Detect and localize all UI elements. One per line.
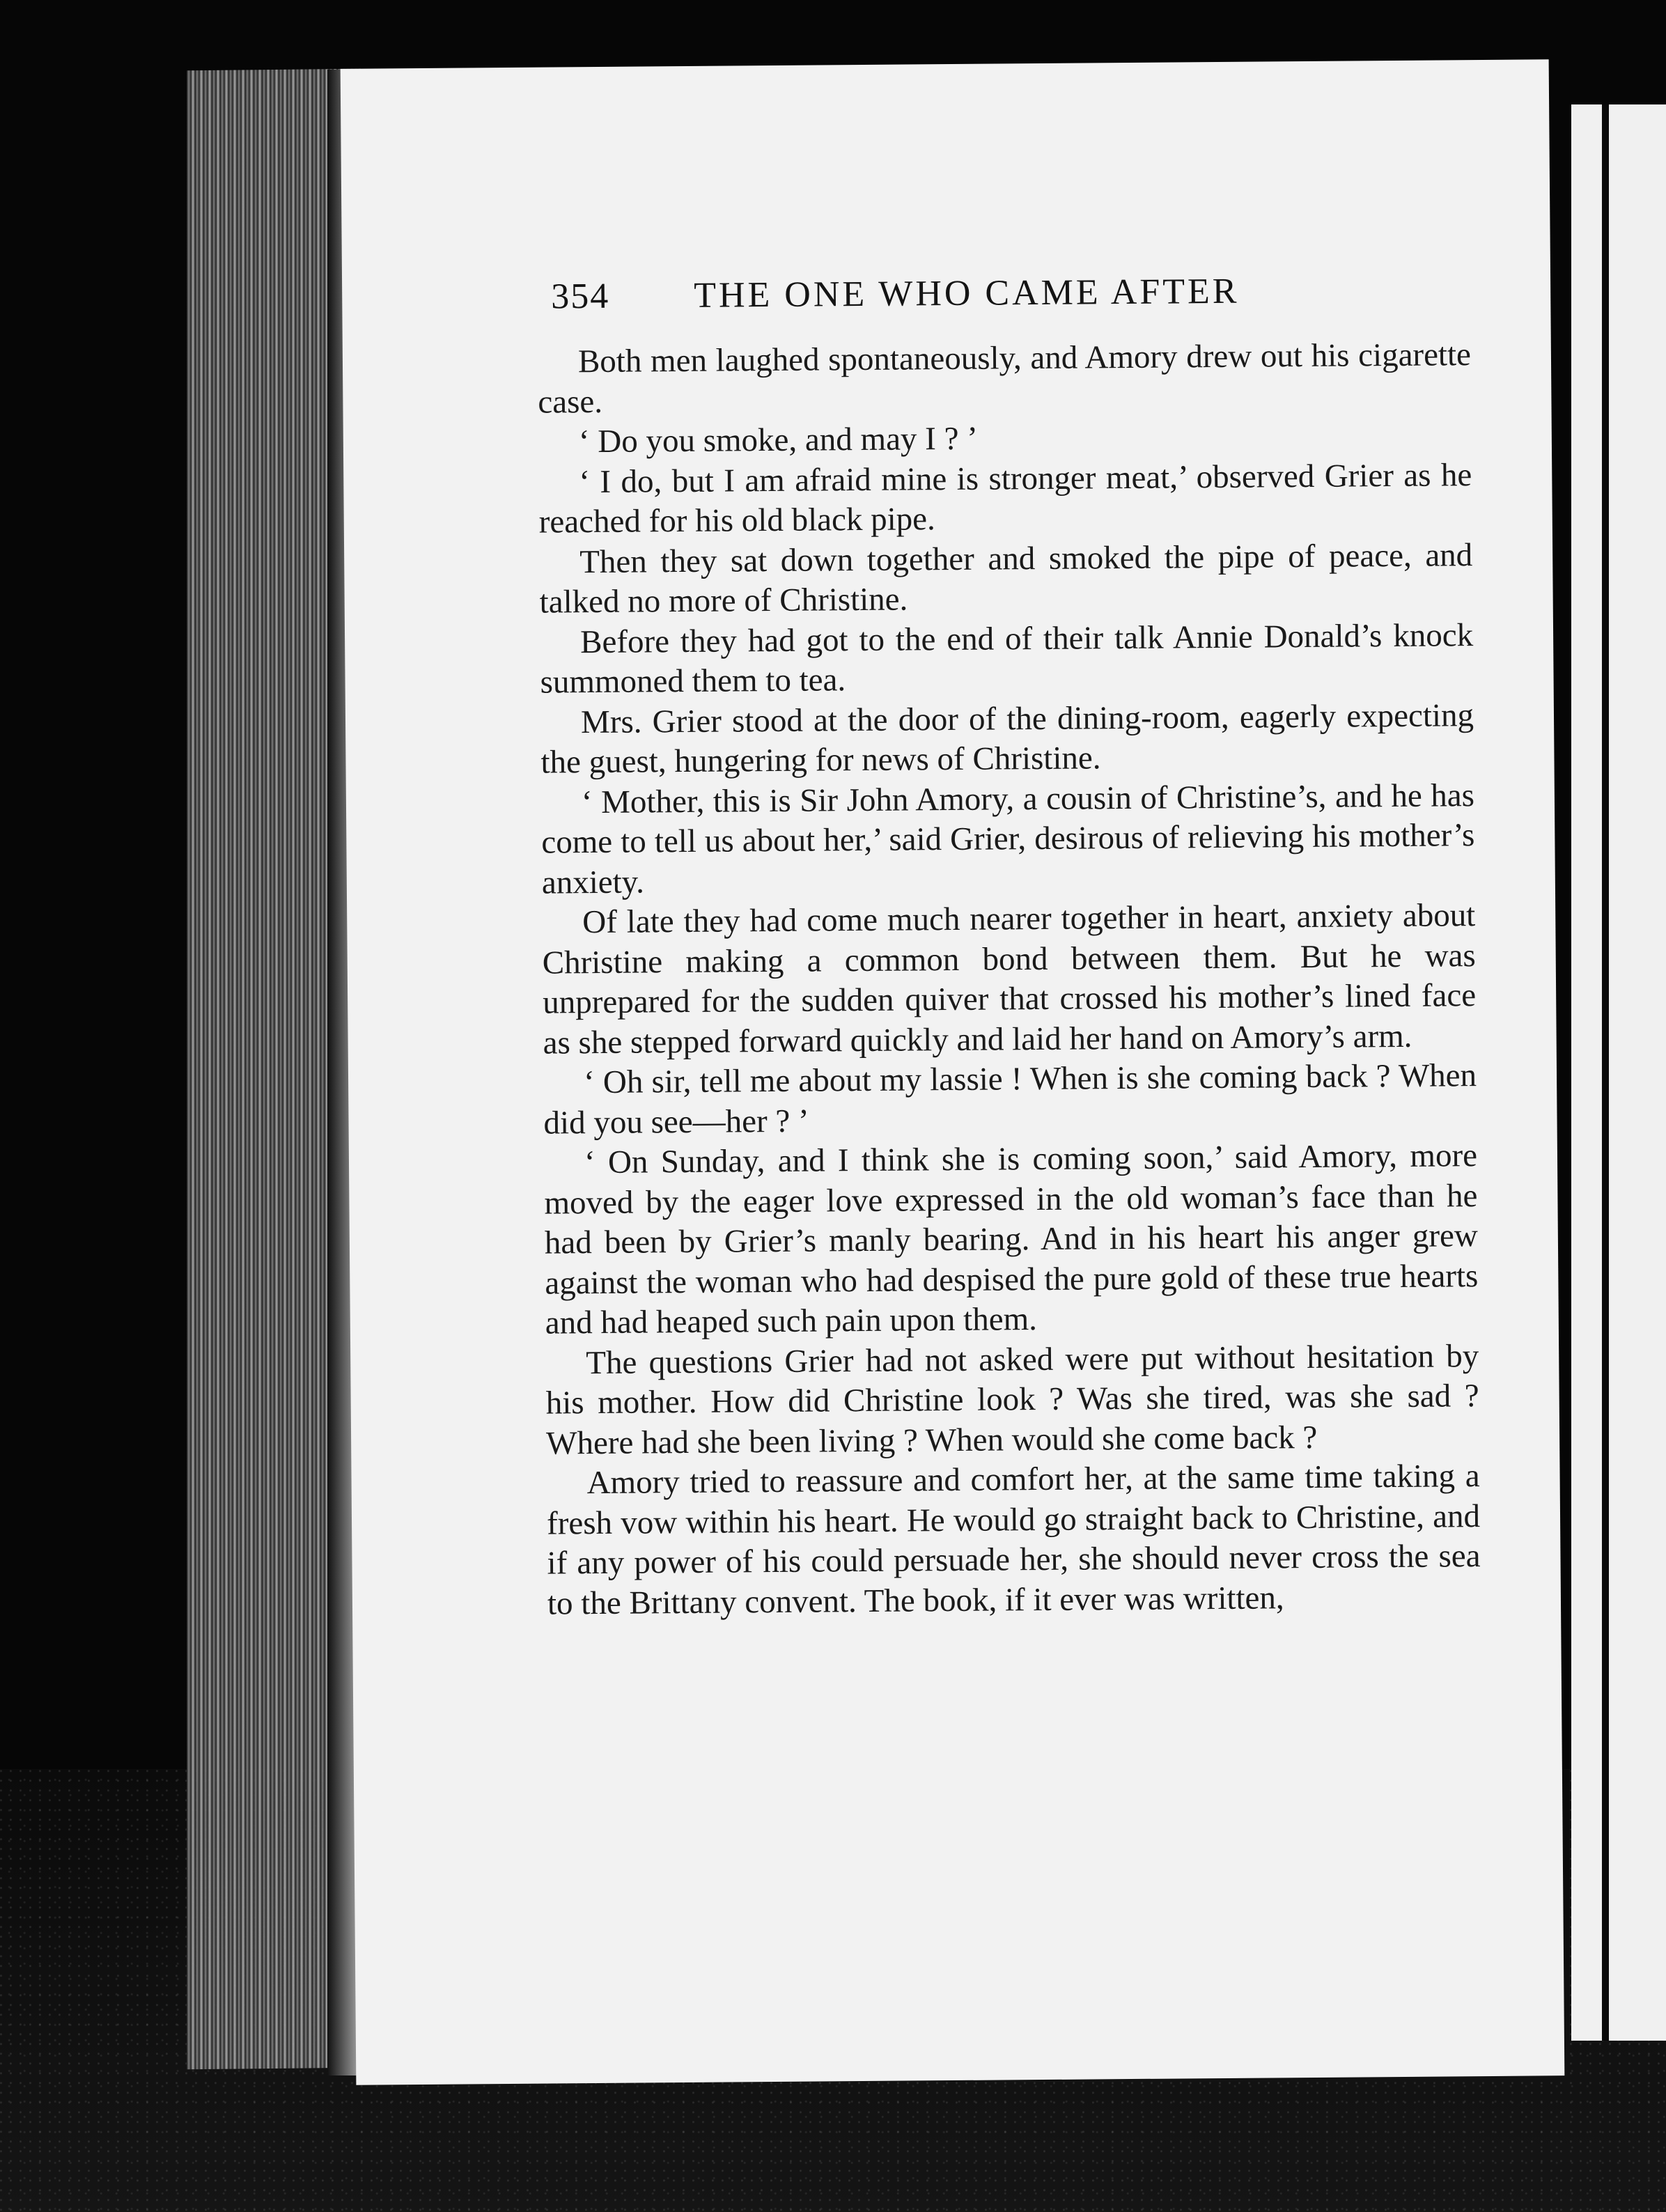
paragraph: ‘ On Sunday, and I think she is coming soon,’ said Amory, more moved by the eager love expressed in the old woman’s face than he had been by Grier’s manly bearing. And in his heart his anger grew against the woman who had despised the pure gold of these true hearts and had heaped such pain upon them. xyxy=(544,1137,1479,1341)
body-text xyxy=(538,335,1481,1623)
paragraph: Then they sat down together and smoked the pipe of peace, and talked no more of Christine. xyxy=(539,536,1473,621)
paragraph: Of late they had come much nearer together in heart, anxiety about Christine making a common bond between them. But he was unprepared for the sudden quiver that crossed his mother’s lined face as she stepped forward quickly and laid her hand on Amory’s arm. xyxy=(542,897,1477,1061)
spine-gap xyxy=(1602,104,1609,2041)
running-head: THE ONE WHO CAME AFTER xyxy=(694,271,1240,316)
paragraph: Before they had got to the end of their talk Annie Donald’s knock summoned them to tea. xyxy=(540,616,1474,701)
paragraph: Amory tried to reassure and comfort her, at the same time taking a fresh vow within his heart. He would go straight back to Christine, and if any power of his could persuade her, she should never cross the sea to the Brittany convent. The book, if it ever was written, xyxy=(546,1458,1481,1622)
paragraph: ‘ I do, but I am afraid mine is stronger meat,’ observed Grier as he reached for his old black pipe. xyxy=(538,456,1472,540)
paragraph: ‘ Do you smoke, and may I ? ’ xyxy=(578,420,979,460)
paragraph: ‘ Oh sir, tell me about my lassie ! When is she coming back ? When did you see—her ? ’ xyxy=(543,1057,1477,1142)
page-number: 354 xyxy=(551,276,610,317)
page-header xyxy=(551,270,1359,317)
facing-page-edge xyxy=(1571,104,1666,2041)
paragraph: Mrs. Grier stood at the door of the dining-room, eagerly expecting the guest, hungering for news of Christine. xyxy=(540,696,1474,781)
book-page xyxy=(341,59,1565,2085)
paragraph: Both men laughed spontaneously, and Amory drew out his cigarette case. xyxy=(538,336,1472,421)
paragraph: ‘ Mother, this is Sir John Amory, a cousin of Christine’s, and he has come to tell us about her,’ said Grier, desirous of relieving his mother’s anxiety. xyxy=(541,777,1475,901)
paragraph: The questions Grier had not asked were put without hesitation by his mother. How did Christine look ? Was she tired, was she sad ? Where had she been living ? When would she come back ? xyxy=(545,1337,1479,1462)
